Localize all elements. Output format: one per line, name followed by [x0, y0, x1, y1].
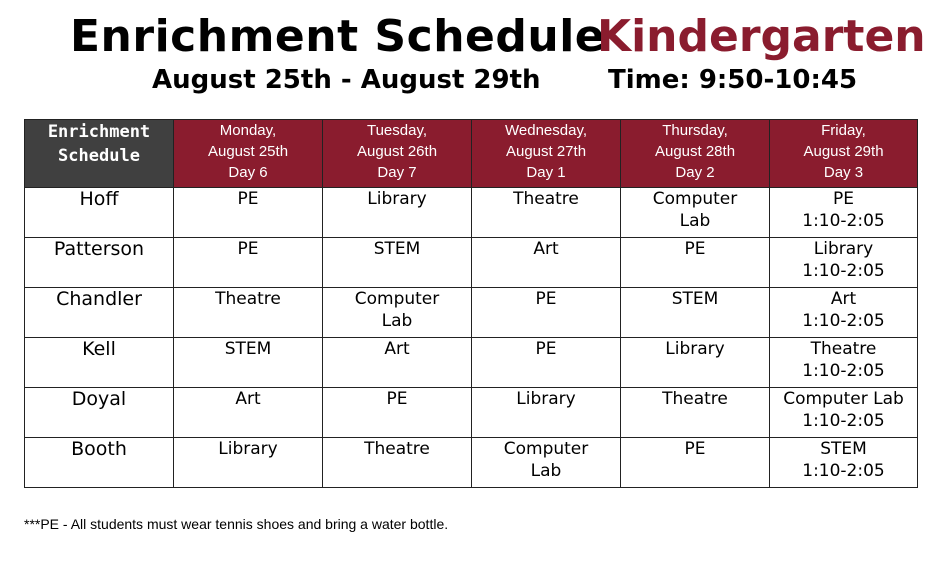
schedule-cell	[472, 188, 621, 238]
schedule-cell	[323, 388, 472, 438]
schedule-cell	[472, 338, 621, 388]
cell-line: 1:10-2:05	[802, 211, 885, 231]
table-row	[25, 388, 918, 438]
time-range: Time: 9:50-10:45	[608, 65, 858, 95]
day-header-tuesday	[323, 120, 472, 188]
schedule-cell	[770, 188, 918, 238]
teacher-name: Patterson	[25, 238, 174, 288]
grade-title: Kindergarten	[597, 11, 926, 62]
schedule-table	[24, 119, 918, 488]
schedule-cell	[174, 338, 323, 388]
schedule-cell	[472, 438, 621, 488]
corner-line: Schedule	[58, 146, 140, 166]
day-number: Day 7	[377, 164, 417, 181]
cell-line: STEM	[373, 239, 421, 259]
cell-line: STEM	[671, 289, 719, 309]
schedule-cell	[323, 288, 472, 338]
header-row	[25, 120, 918, 188]
cell-line: Library	[218, 439, 278, 459]
day-number: Day 6	[228, 164, 268, 181]
cell-line: 1:10-2:05	[802, 411, 885, 431]
schedule-cell	[621, 188, 770, 238]
cell-line: PE	[535, 289, 557, 309]
teacher-name: Doyal	[25, 388, 174, 438]
schedule-cell	[770, 438, 918, 488]
title-row	[0, 8, 947, 66]
cell-line: PE	[684, 239, 706, 259]
cell-line: Art	[235, 389, 261, 409]
schedule-cell	[174, 288, 323, 338]
table-row	[25, 288, 918, 338]
cell-line: Library	[516, 389, 576, 409]
teacher-name: Chandler	[25, 288, 174, 338]
cell-line: Computer	[354, 289, 440, 309]
cell-line: STEM	[820, 439, 867, 459]
table-row	[25, 438, 918, 488]
cell-line: 1:10-2:05	[802, 461, 885, 481]
cell-line: Art	[830, 289, 857, 309]
footnote: ***PE - All students must wear tennis shoes and bring a water bottle.	[24, 516, 449, 532]
schedule-cell	[174, 238, 323, 288]
day-name: Monday,	[219, 122, 277, 139]
schedule-cell	[323, 238, 472, 288]
day-name: Wednesday,	[505, 122, 587, 139]
schedule-cell	[621, 338, 770, 388]
schedule-cell	[621, 288, 770, 338]
cell-line: PE	[535, 339, 557, 359]
cell-line: Library	[665, 339, 725, 359]
schedule-cell	[174, 388, 323, 438]
schedule-cell	[323, 438, 472, 488]
schedule-cell	[472, 388, 621, 438]
schedule-cell	[323, 188, 472, 238]
schedule-cell	[621, 388, 770, 438]
cell-line: 1:10-2:05	[802, 361, 885, 381]
day-number: Day 2	[675, 164, 715, 181]
day-date: August 26th	[356, 143, 438, 160]
day-header-monday	[174, 120, 323, 188]
cell-line: 1:10-2:05	[802, 261, 885, 281]
cell-line: PE	[386, 389, 408, 409]
schedule-cell	[770, 338, 918, 388]
cell-line: Computer Lab	[783, 389, 904, 409]
schedule-cell	[770, 388, 918, 438]
schedule-cell	[621, 238, 770, 288]
cell-line: PE	[237, 189, 259, 209]
cell-line: Theatre	[215, 289, 281, 309]
schedule-cell	[174, 438, 323, 488]
day-name: Friday,	[821, 122, 866, 139]
day-name: Tuesday,	[366, 122, 428, 139]
cell-line: Theatre	[662, 389, 728, 409]
cell-line: Art	[533, 239, 559, 259]
cell-line: Theatre	[364, 439, 430, 459]
day-header-thursday	[621, 120, 770, 188]
schedule-body	[25, 188, 918, 488]
day-name: Thursday,	[662, 122, 728, 139]
day-number: Day 1	[526, 164, 566, 181]
cell-line: 1:10-2:05	[802, 311, 885, 331]
table-row	[25, 338, 918, 388]
schedule-cell	[770, 238, 918, 288]
cell-line: Lab	[679, 211, 711, 231]
cell-line: PE	[833, 189, 854, 209]
cell-line: Computer	[503, 439, 589, 459]
date-range: August 25th - August 29th	[152, 65, 541, 95]
day-header-wednesday	[472, 120, 621, 188]
cell-line: Computer	[652, 189, 738, 209]
day-number: Day 3	[823, 164, 864, 181]
schedule-cell	[174, 188, 323, 238]
cell-line: PE	[684, 439, 706, 459]
cell-line: Library	[813, 239, 874, 259]
schedule-cell	[323, 338, 472, 388]
cell-line: Lab	[381, 311, 413, 331]
day-date: August 25th	[207, 143, 289, 160]
day-header-friday	[770, 120, 918, 188]
corner-line: Enrichment	[47, 122, 151, 142]
cell-line: Lab	[530, 461, 562, 481]
teacher-name: Booth	[25, 438, 174, 488]
page-title: Enrichment Schedule	[70, 11, 606, 62]
schedule-cell	[472, 288, 621, 338]
cell-line: Art	[384, 339, 410, 359]
day-date: August 27th	[505, 143, 587, 160]
cell-line: PE	[237, 239, 259, 259]
cell-line: Theatre	[513, 189, 579, 209]
teacher-name: Hoff	[25, 188, 174, 238]
table-row	[25, 188, 918, 238]
day-date: August 28th	[654, 143, 736, 160]
table-row	[25, 238, 918, 288]
day-date: August 29th	[803, 143, 884, 160]
schedule-cell	[472, 238, 621, 288]
schedule-cell	[621, 438, 770, 488]
cell-line: STEM	[224, 339, 272, 359]
cell-line: Theatre	[810, 339, 877, 359]
teacher-name: Kell	[25, 338, 174, 388]
cell-line: Library	[367, 189, 427, 209]
schedule-cell	[770, 288, 918, 338]
corner-header	[25, 120, 174, 188]
